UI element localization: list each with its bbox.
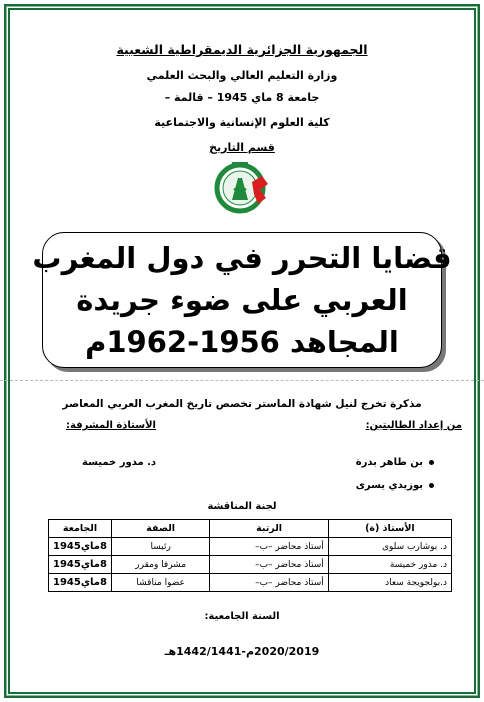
student-name-text: بوزيدي يسرى	[355, 480, 423, 491]
table-row	[49, 538, 452, 556]
faculty-heading: كلية العلوم الإنسانية والاجتماعية	[154, 116, 330, 129]
bullet-icon	[429, 460, 434, 465]
jury-member-name: د. بوشارب سلوى	[328, 538, 451, 556]
column-header: الجامعة	[49, 520, 112, 538]
university-heading: جامعة 8 ماي 1945 – قالمة –	[164, 91, 320, 104]
ministry-heading: وزارة التعليم العالي والبحث العلمي	[146, 69, 338, 82]
jury-member-rank: أستاذ محاضر –ب–	[210, 538, 328, 556]
jury-member-name: د.بولجويجة سعاد	[328, 574, 451, 592]
jury-member-role: رئيسا	[111, 538, 209, 556]
department-heading: قسم التاريخ	[209, 141, 275, 154]
student-name-text: بن طاهر بدرة	[355, 457, 423, 468]
separator-line	[0, 380, 484, 381]
table-row	[49, 556, 452, 574]
academic-year-label: السنة الجامعية:	[204, 611, 280, 622]
thesis-title-line-2: العربي على ضوء جريدة	[76, 283, 408, 317]
students-label: من إعداد الطالبتين:	[365, 420, 462, 431]
jury-title: لجنة المناقشة	[207, 501, 277, 512]
column-header: الصفة	[111, 520, 209, 538]
jury-member-university: 8ماي1945	[49, 574, 112, 592]
thesis-title-box	[32, 232, 452, 368]
thesis-title-line-1: قضايا التحرر في دول المغرب	[32, 241, 452, 275]
supervisor-name: د. مدور خميسة	[82, 457, 157, 468]
jury-member-university: 8ماي1945	[49, 538, 112, 556]
jury-table	[48, 519, 452, 592]
jury-table-header	[49, 520, 452, 538]
student-name-1	[356, 457, 434, 468]
bullet-icon	[429, 483, 434, 488]
jury-member-rank: أستاذ محاضر –ب–	[210, 556, 328, 574]
jury-member-rank: أستاذ محاضر –ب–	[210, 574, 328, 592]
jury-member-name: د. مدور خميسة	[328, 556, 451, 574]
column-header: الأستاذ (ة)	[328, 520, 451, 538]
academic-year-value: 2020/2019م-1442/1441هـ	[164, 645, 320, 658]
student-name-2	[356, 480, 434, 491]
supervisor-label: الأستاذة المشرفة:	[66, 420, 156, 431]
university-logo-icon	[212, 160, 272, 216]
thesis-title-line-3: المجاهد 1956-1962م	[85, 325, 399, 359]
jury-member-role: عضوا مناقشا	[111, 574, 209, 592]
table-row	[49, 574, 452, 592]
column-header: الرتبة	[210, 520, 328, 538]
jury-member-university: 8ماي1945	[49, 556, 112, 574]
degree-subtitle: مذكرة تخرج لنيل شهادة الماستر تخصص تاريخ المغرب العربي المعاصر	[62, 398, 422, 410]
republic-heading: الجمهورية الجزائرية الديمقراطية الشعبية	[116, 42, 368, 57]
jury-member-role: مشرفا ومقرر	[111, 556, 209, 574]
